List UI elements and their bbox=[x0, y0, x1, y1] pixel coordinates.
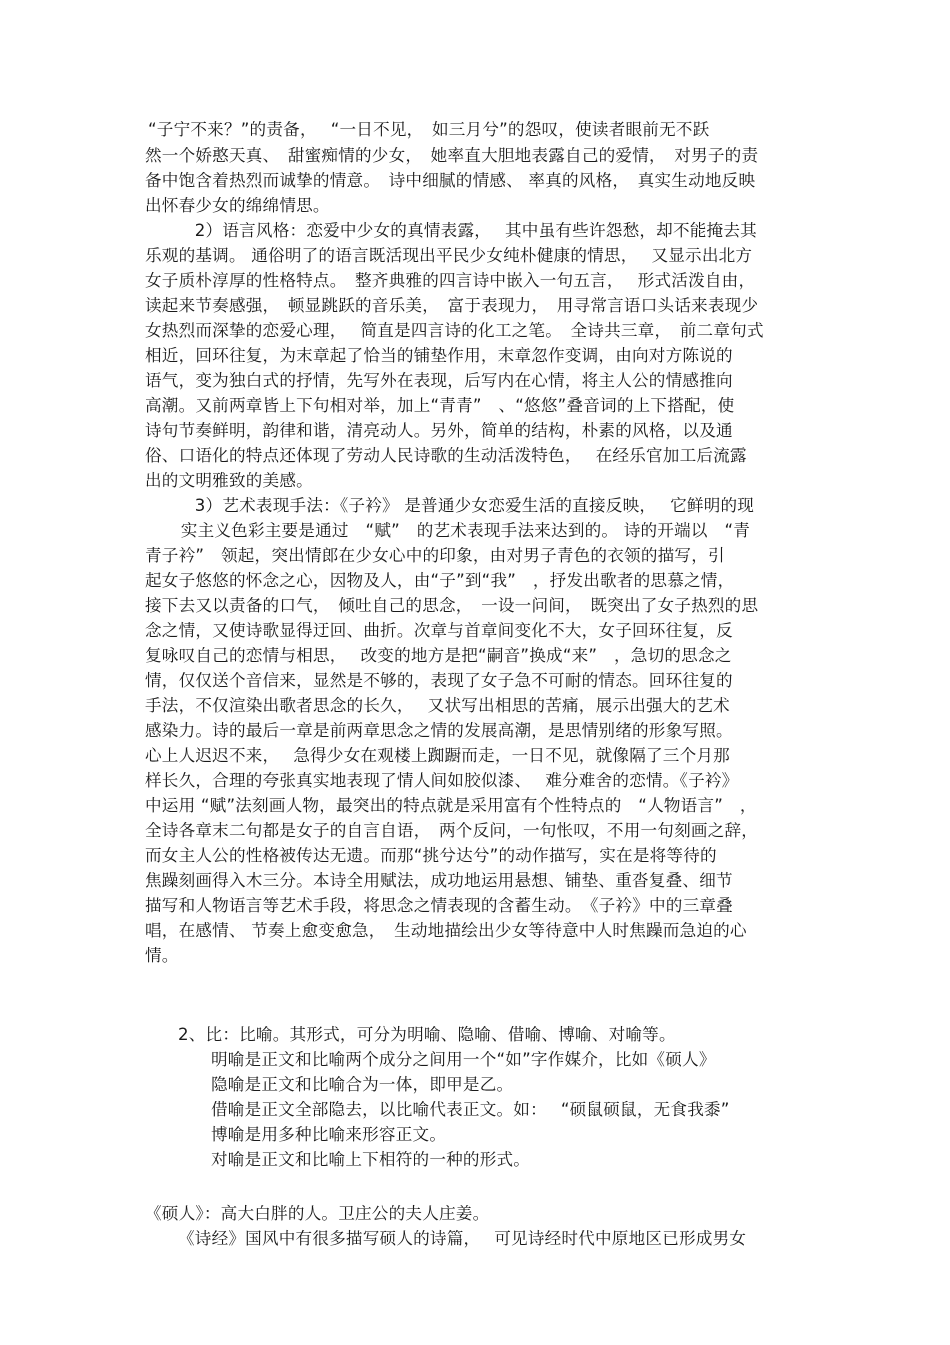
text-line: 接下去又以责备的口气， 倾吐自己的思念， 一设一问间， 既突出了女子热烈的思 bbox=[145, 596, 759, 615]
text-line: 借喻是正文全部隐去，以比喻代表正文。如： “硕鼠硕鼠，无食我黍” bbox=[211, 1100, 730, 1119]
text-line: 相近，回环往复，为末章起了恰当的铺垫作用，末章忽作变调，由向对方陈说的 bbox=[145, 346, 733, 365]
text-line: 全诗各章末二句都是女子的自言自语， 两个反问，一句怅叹，不用一句刻画之辞， bbox=[145, 821, 759, 840]
text-line: 青子衿” 领起，突出情郎在少女心中的印象，由对男子青色的衣领的描写，引 bbox=[145, 546, 725, 565]
text-line: 出怀春少女的绵绵情思。 bbox=[145, 196, 330, 215]
text-line: 唱，在感情、 节奏上愈变愈急， 生动地描绘出少女等待意中人时焦躁而急迫的心 bbox=[145, 921, 747, 940]
text-line: 俗、口语化的特点还体现了劳动人民诗歌的生动活泼特色， 在经乐官加工后流露 bbox=[145, 446, 747, 465]
text-line: 隐喻是正文和比喻合为一体，即甲是乙。 bbox=[211, 1075, 514, 1094]
text-line: 《硕人》：高大白胖的人。卫庄公的夫人庄姜。 bbox=[145, 1204, 490, 1223]
text-line: 中运用 “赋”法刻画人物，最突出的特点就是采用富有个性特点的 “人物语言” ， bbox=[145, 796, 757, 815]
text-line: 诗句节奏鲜明，韵律和谐，清亮动人。另外，简单的结构，朴素的风格，以及通 bbox=[145, 421, 733, 440]
text-line: 实主义色彩主要是通过 “赋” 的艺术表现手法来达到的。 诗的开端以 “青 bbox=[164, 521, 751, 540]
text-line: 对喻是正文和比喻上下相符的一种的形式。 bbox=[211, 1150, 531, 1169]
text-line: 心上人迟迟不来， 急得少女在观楼上踟蹰而走，一日不见，就像隔了三个月那 bbox=[145, 746, 730, 765]
text-line: 描写和人物语言等艺术手段，将思念之情表现的含蓄生动。 《子衿》中的三章叠 bbox=[145, 896, 733, 915]
text-line: 情，仅仅送个音信来，显然是不够的，表现了女子急不可耐的情态。回环往复的 bbox=[145, 671, 733, 690]
section-heading: 2、比：比喻。其形式，可分为明喻、隐喻、借喻、博喻、对喻等。 bbox=[178, 1025, 676, 1044]
text-line: 出的文明雅致的美感。 bbox=[145, 471, 313, 490]
text-line: 《诗经》国风中有很多描写硕人的诗篇， 可见诗经时代中原地区已形成男女 bbox=[178, 1229, 747, 1248]
text-line: 语气，变为独白式的抒情，先写外在表现，后写内在心情，将主人公的情感推向 bbox=[145, 371, 733, 390]
text-line: 明喻是正文和比喻两个成分之间用一个“如”字作媒介，比如《硕人》 bbox=[211, 1050, 716, 1069]
text-line: 样长久，合理的夸张真实地表现了情人间如胶似漆、 难分难舍的恋情。《子衿》 bbox=[145, 771, 739, 790]
text-line: 手法，不仅渲染出歌者思念的长久， 又状写出相思的苦痛，展示出强大的艺术 bbox=[145, 696, 730, 715]
text-line: 焦躁刻画得入木三分。本诗全用赋法，成功地运用悬想、铺垫、重沓复叠、细节 bbox=[145, 871, 733, 890]
text-line: 高潮。又前两章皆上下句相对举，加上“青青” 、“悠悠”叠音词的上下搭配，使 bbox=[145, 396, 735, 415]
text-line: 起女子悠悠的怀念之心，因物及人，由“子”到“我” ，抒发出歌者的思慕之情， bbox=[145, 571, 735, 590]
text-line: 感染力。诗的最后一章是前两章思念之情的发展高潮，是思情别绪的形象写照。 bbox=[145, 721, 733, 740]
text-line: “子宁不来？”的责备， “一日不见， 如三月兮”的怨叹，使读者眼前无不跃 bbox=[148, 120, 710, 139]
text-line: 女热烈而深挚的恋爱心理， 简直是四言诗的化工之笔。 全诗共三章， 前二章句式 bbox=[145, 321, 764, 340]
text-line: 复咏叹自己的恋情与相思， 改变的地方是把“嗣音”换成“来” ，急切的思念之 bbox=[145, 646, 732, 665]
text-line: 2）语言风格：恋爱中少女的真情表露， 其中虽有些许怨愁，却不能掩去其 bbox=[178, 221, 757, 240]
text-line: 博喻是用多种比喻来形容正文。 bbox=[211, 1125, 447, 1144]
text-line: 女子质朴淳厚的性格特点。 整齐典雅的四言诗中嵌入一句五言， 形式活泼自由， bbox=[145, 271, 756, 290]
text-line: 乐观的基调。 通俗明了的语言既活现出平民少女纯朴健康的情思， 又显示出北方 bbox=[145, 246, 753, 265]
text-line: 念之情，又使诗歌显得迂回、曲折。次章与首章间变化不大，女子回环往复，反 bbox=[145, 621, 733, 640]
text-line: 情。 bbox=[145, 946, 179, 965]
text-line: 而女主人公的性格被传达无遗。而那“挑兮达兮”的动作描写，实在是将等待的 bbox=[145, 846, 717, 865]
text-line: 3）艺术表现手法：《子衿》 是普通少女恋爱生活的直接反映， 它鲜明的现 bbox=[178, 496, 755, 515]
text-line: 读起来节奏感强， 顿显跳跃的音乐美， 富于表现力， 用寻常言语口头话来表现少 bbox=[145, 296, 759, 315]
text-line: 然一个娇憨天真、 甜蜜痴情的少女， 她率直大胆地表露自己的爱情， 对男子的责 bbox=[145, 146, 759, 165]
text-line: 备中饱含着热烈而诚挚的情意。 诗中细腻的情感、 率真的风格， 真实生动地反映 bbox=[145, 171, 756, 190]
